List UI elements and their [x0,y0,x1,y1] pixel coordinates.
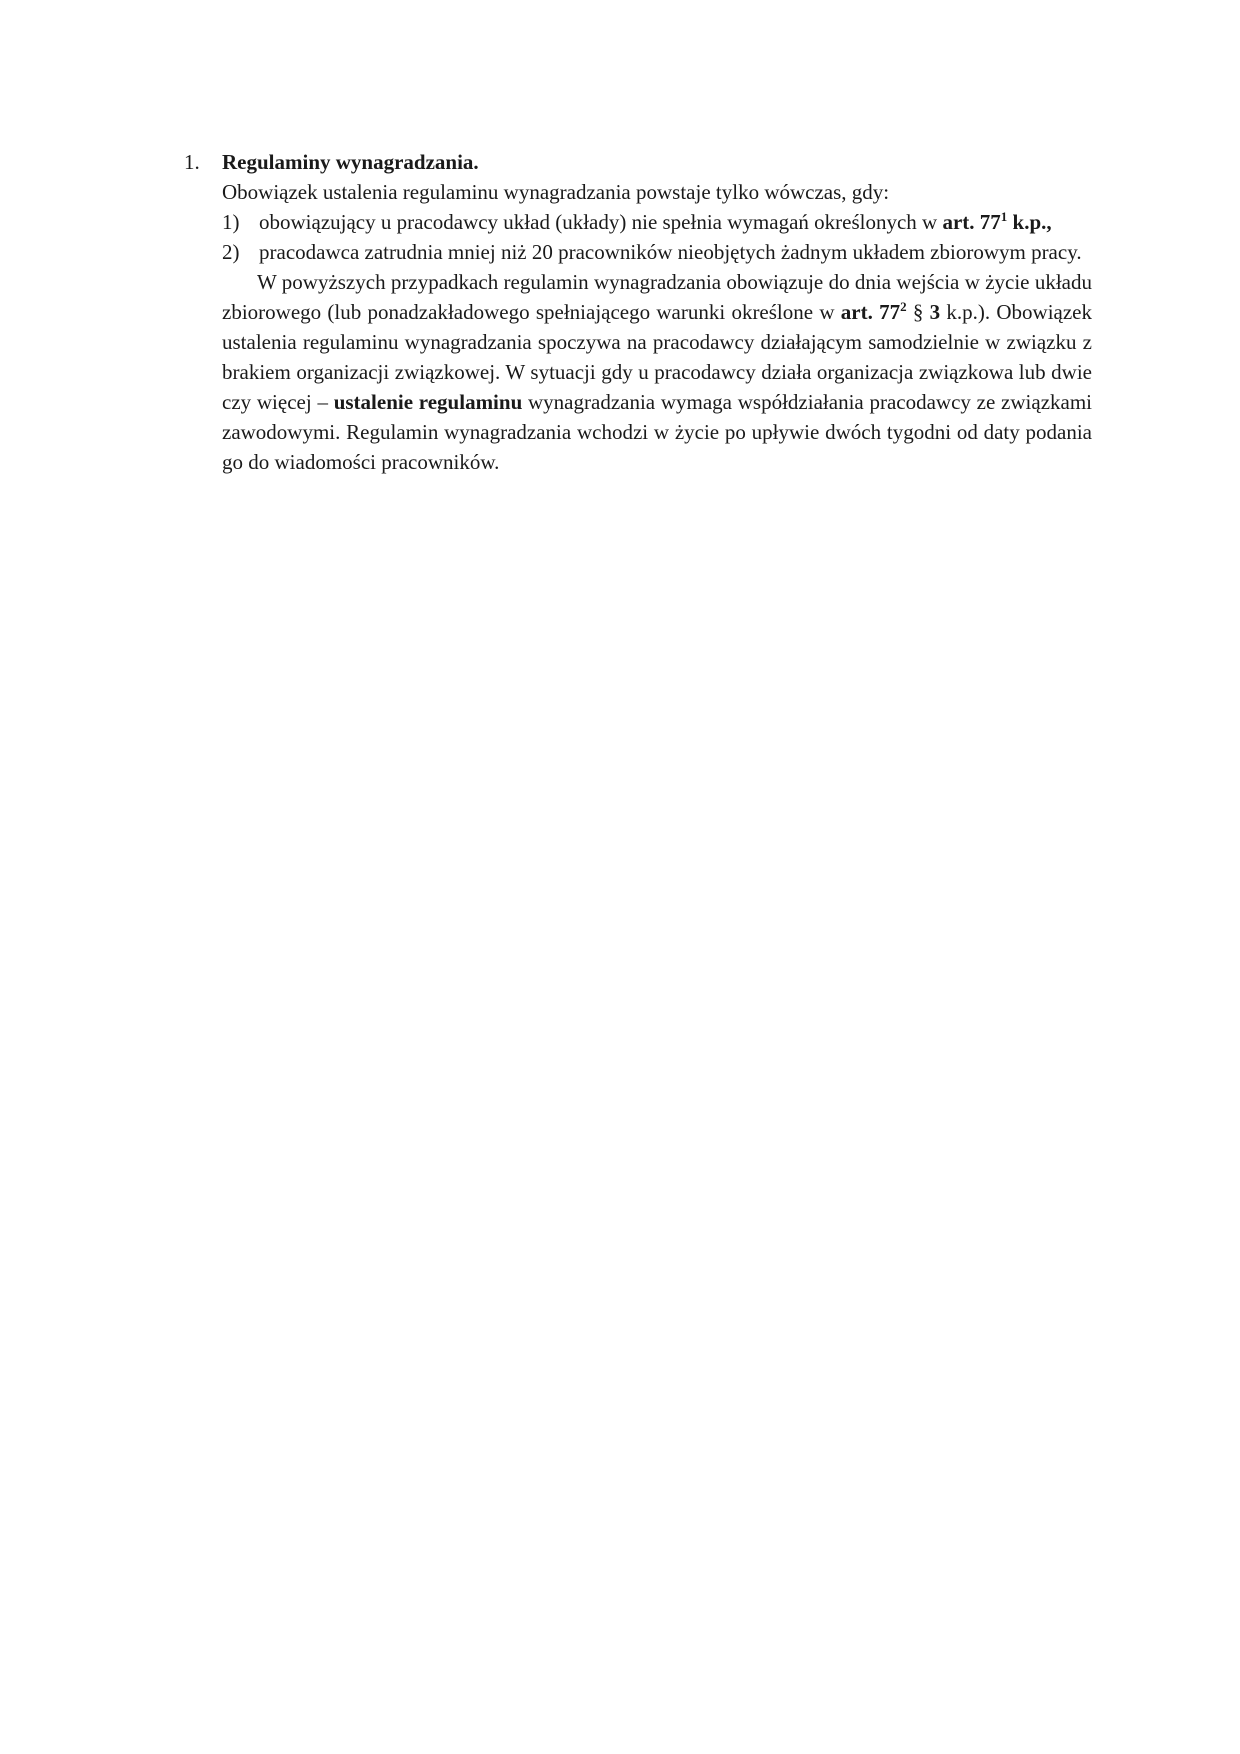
article-ref-tail: k.p., [1007,210,1052,234]
article-reference [841,300,907,324]
list-marker: 1) [222,210,240,234]
article-superscript: 1 [1000,209,1008,224]
conditions-list [222,207,1092,267]
paragraph-part: k.p.). Obowiązek ustalenia regulaminu wynagradzania spoczywa na pracodawcy działającym samodzielnie w związku z brakiem organizacji związkowej. W sytuacji gdy u pracodawcy działa organizacja związkowa lub dwie czy więcej – [222,300,1092,414]
list-item-text: pracodawca zatrudnia mniej niż 20 pracowników nieobjętych żadnym układem zbiorowym pracy. [259,240,1082,264]
heading-number: 1. [184,150,200,174]
body-paragraph [222,267,1092,477]
article-superscript: 2 [900,299,907,314]
paragraph-section-number: 3 [929,300,941,324]
list-item-text [259,207,1092,237]
list-item [222,237,1092,267]
list-item [222,207,1092,237]
section-body [222,177,1092,477]
article-ref: art. 77 [840,300,901,324]
section-heading [184,147,479,177]
intro-text: Obowiązek ustalenia regulaminu wynagradzania powstaje tylko wówczas, gdy: [222,180,890,204]
article-reference [942,210,1051,234]
article-ref: art. 77 [942,210,1001,234]
item-text: obowiązujący u pracodawcy układ (układy) nie spełnia wymagań określonych w [259,210,943,234]
heading-title: Regulaminy wynagradzania. [222,150,479,174]
list-marker: 2) [222,240,240,264]
paragraph-section-sign: § [906,300,930,324]
paragraph-part: W powyższych przypadkach regulamin wynagradzania obowiązuje do dnia wejścia w życie układu zbiorowego (lub ponadzakładowego spełniającego warunki określone w [222,270,1092,324]
paragraph-part: wynagradzania wymaga współdziałania pracodawcy ze związkami zawodowymi. Regulamin wynagradzania wchodzi w życie po upływie dwóch tygodni od daty podania go do wiadomości pracowników. [222,390,1093,474]
highlighted-phrase: ustalenie regulaminu [333,390,523,414]
